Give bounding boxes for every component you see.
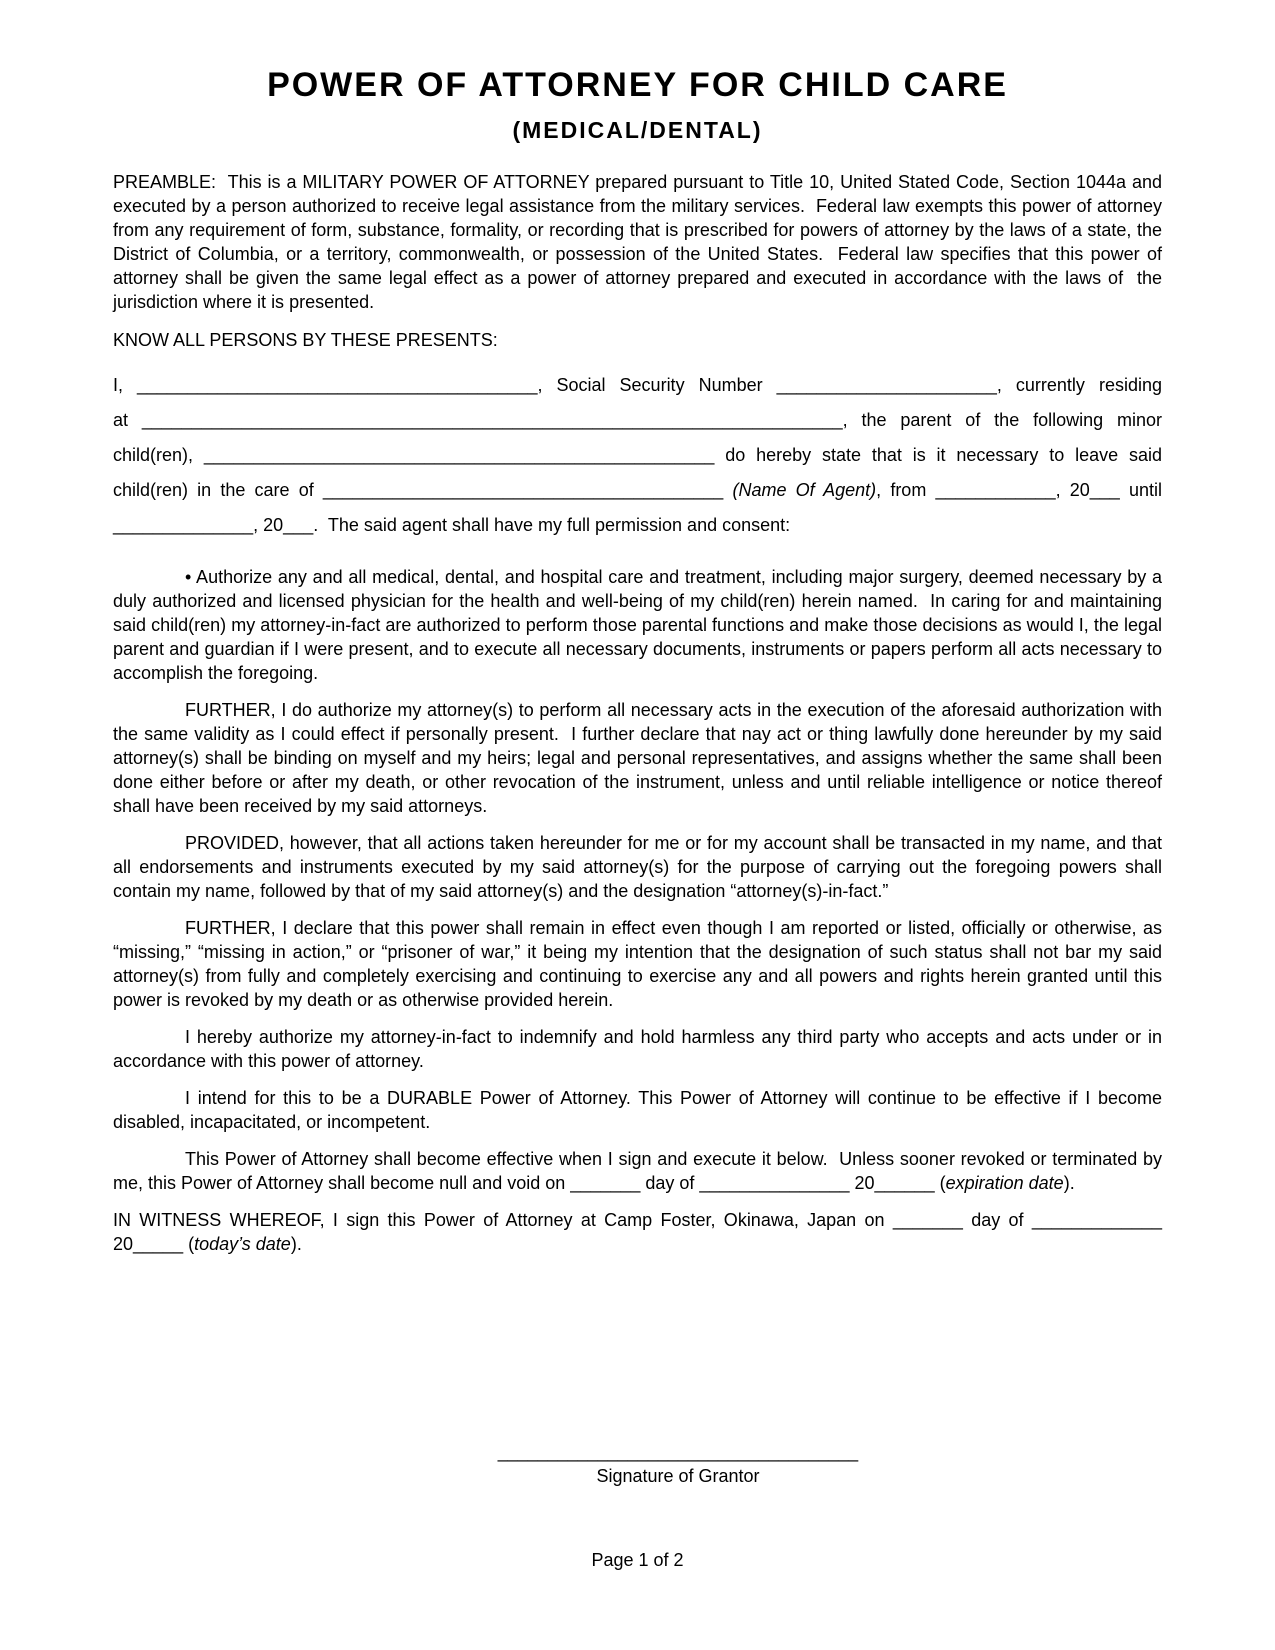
effective-date-close: ). [1063,1173,1075,1193]
until-date-line: ______________, 20___. The said agent shall have my full permission and consent: [113,515,791,535]
grantor-name-ssn-line: I, ________________________________________, Social Security Number ______________________, currently residing [113,375,1162,395]
todays-date-label: today’s date [194,1234,291,1254]
signature-block [497,1440,859,1488]
durable-paragraph: I intend for this to be a DURABLE Power of Attorney. This Power of Attorney will continue to be effective if I become disabled, incapacitated, or incompetent. [113,1088,1168,1132]
children-names-line: child(ren), ___________________________________________________ do hereby state that is it necessary to leave said [113,445,1162,465]
further-acts-paragraph: FURTHER, I do authorize my attorney(s) to perform all necessary acts in the execution of the aforesaid authorization with the same validity as I could effect if personally present. I further declare that nay act or thing lawfully done hereunder by my said attorney(s) shall be binding on myself and my heirs; legal and personal representatives, and assigns whether the same shall been done either before or after my death, or other revocation of the instrument, unless and until reliable intelligence or notice thereof shall have been received by my said attorneys. [113,700,1168,816]
effective-date-paragraph [113,1147,1168,1195]
name-of-agent-label: (Name Of Agent) [732,480,877,500]
witness-close: ). [290,1234,302,1254]
expiration-date-label: expiration date [945,1173,1064,1193]
document-title: POWER OF ATTORNEY FOR CHILD CARE [267,66,1008,104]
witness-text: IN WITNESS WHEREOF, I sign this Power of Attorney at Camp Foster, Okinawa, Japan on _______ day of _____________ 20_____ ( [113,1210,1168,1254]
know-all-heading: KNOW ALL PERSONS BY THESE PRESENTS: [113,330,498,350]
document-subtitle: (MEDICAL/DENTAL) [512,117,763,143]
fill-in-section [113,368,1162,543]
witness-paragraph [113,1208,1168,1256]
residence-address-line: at ______________________________________________________________________, the parent of the following minor [113,410,1162,430]
authorize-care-paragraph: • Authorize any and all medical, dental, and hospital care and treatment, including major surgery, deemed necessary by a duly authorized and licensed physician for the health and well-being of my child(ren) herein named. In caring for and maintaining said child(ren) my attorney-in-fact are authorized to perform those parental functions and make those decisions as would I, the legal parent and guardian if I were present, and to execute all necessary documents, instruments or papers perform all acts necessary to accomplish the foregoing. [113,567,1168,683]
effective-date-text: This Power of Attorney shall become effective when I sign and execute it below. Unless sooner revoked or terminated by me, this Power of Attorney shall become null and void on _______ day of _______________ 20______ ( [113,1149,1168,1193]
signature-line: ____________________________________ [497,1442,859,1462]
preamble-paragraph: PREAMBLE: This is a MILITARY POWER OF ATTORNEY prepared pursuant to Title 10, United Stated Code, Section 1044a and executed by a person authorized to receive legal assistance from the military services. Federal law exempts this power of attorney from any requirement of form, substance, formality, or recording that is prescribed for powers of attorney by the laws of a state, the District of Columbia, or a territory, commonwealth, or possession of the United States. Federal law specifies that this power of attorney shall be given the same legal effect as a power of attorney prepared and executed in accordance with the laws of the jurisdiction where it is presented. [113,172,1168,312]
agent-line-text: child(ren) in the care of ________________________________________ [113,480,733,500]
agent-name-dates-line [113,473,1162,508]
signature-label: Signature of Grantor [596,1466,760,1486]
page-footer: Page 1 of 2 [591,1550,684,1570]
provided-paragraph: PROVIDED, however, that all actions taken hereunder for me or for my account shall be transacted in my name, and that all endorsements and instruments executed by my said attorney(s) for the purpose of carrying out the foregoing powers shall contain my name, followed by that of my said attorney(s) and the designation “attorney(s)-in-fact.” [113,833,1168,901]
indemnify-paragraph: I hereby authorize my attorney-in-fact to indemnify and hold harmless any third party who accepts and acts under or in accordance with this power of attorney. [113,1027,1168,1071]
agent-line-dates: , from ____________, 20___ until [876,480,1162,500]
further-status-paragraph: FURTHER, I declare that this power shall remain in effect even though I am reported or listed, officially or otherwise, as “missing,” “missing in action,” or “prisoner of war,” it being my intention that the designation of such status shall not bar my said attorney(s) from fully and completely exercising and continuing to exercise any and all powers and rights herein granted until this power is revoked by my death or as otherwise provided herein. [113,918,1168,1010]
